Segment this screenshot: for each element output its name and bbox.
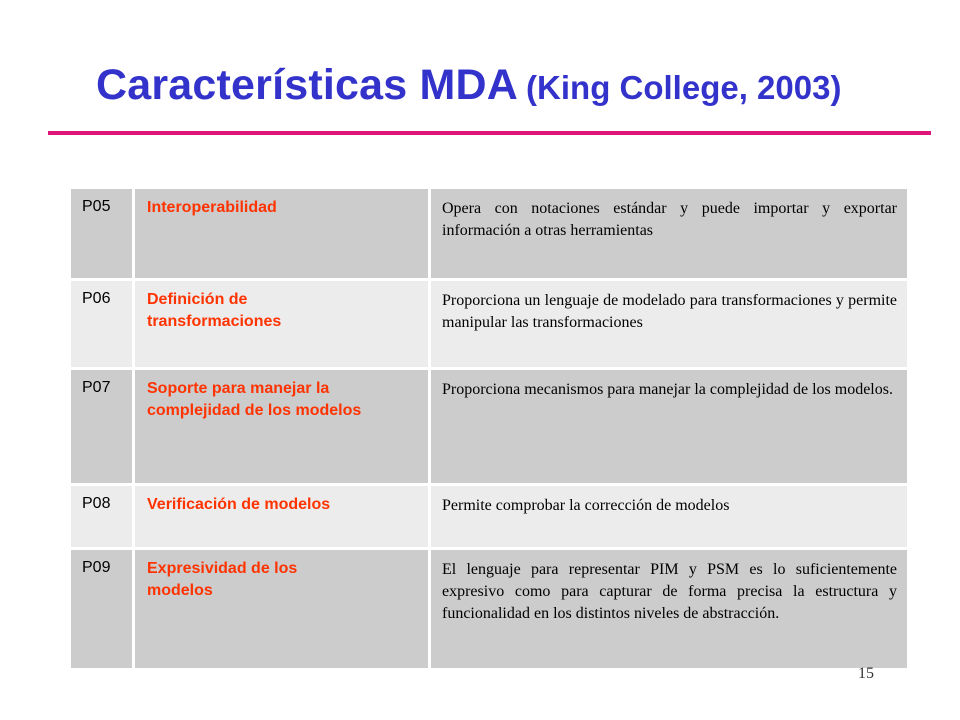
row-name-cell [134, 548, 430, 669]
row-description-cell [430, 548, 908, 669]
row-description: Proporciona un lenguaje de modelado para transformaciones y permite manipular las transformaciones [442, 291, 897, 331]
row-description: Proporciona mecanismos para manejar la complejidad de los modelos. [442, 380, 893, 398]
row-name-cell [134, 484, 430, 548]
table-row [71, 484, 907, 548]
table-row [71, 368, 907, 484]
table-row [71, 548, 907, 669]
row-description-cell [430, 279, 908, 368]
mda-characteristics-table [71, 189, 907, 671]
row-name: Interoperabilidad [147, 199, 277, 216]
slide-title-main: Características MDA [96, 61, 519, 109]
slide-title-source: (King College, 2003) [526, 69, 842, 106]
row-name: Soporte para manejar la complejidad de los modelos [147, 379, 362, 419]
row-name-cell [134, 368, 430, 484]
row-id-cell [71, 484, 134, 548]
row-description-cell [430, 189, 908, 279]
row-description: El lenguaje para representar PIM y PSM es lo suficientemente expresivo como para capturar de forma precisa la estructura y funcionalidad en los distintos niveles de abstracción. [442, 560, 897, 622]
row-name: Expresividad de los modelos [147, 559, 298, 599]
row-id-cell [71, 189, 134, 279]
row-id: P08 [82, 494, 111, 512]
row-name-cell [134, 279, 430, 368]
row-id: P09 [82, 558, 111, 576]
slide-title [96, 61, 936, 109]
table-row [71, 189, 907, 279]
table-row [71, 279, 907, 368]
row-id-cell [71, 548, 134, 669]
row-description-cell [430, 484, 908, 548]
row-name: Verificación de modelos [147, 495, 331, 513]
row-description: Opera con notaciones estándar y puede importar y exportar información a otras herramientas [442, 200, 897, 239]
row-description-cell [430, 368, 908, 484]
row-id-cell [71, 279, 134, 368]
row-description: Permite comprobar la corrección de modelos [442, 496, 730, 514]
row-name: Definición de transformaciones [147, 290, 282, 330]
row-id: P07 [82, 378, 111, 396]
row-id-cell [71, 368, 134, 484]
row-name-cell [134, 189, 430, 279]
title-underline-rule [48, 131, 931, 135]
row-id: P06 [82, 289, 111, 307]
page-number: 15 [858, 665, 874, 682]
row-id: P05 [82, 198, 111, 215]
